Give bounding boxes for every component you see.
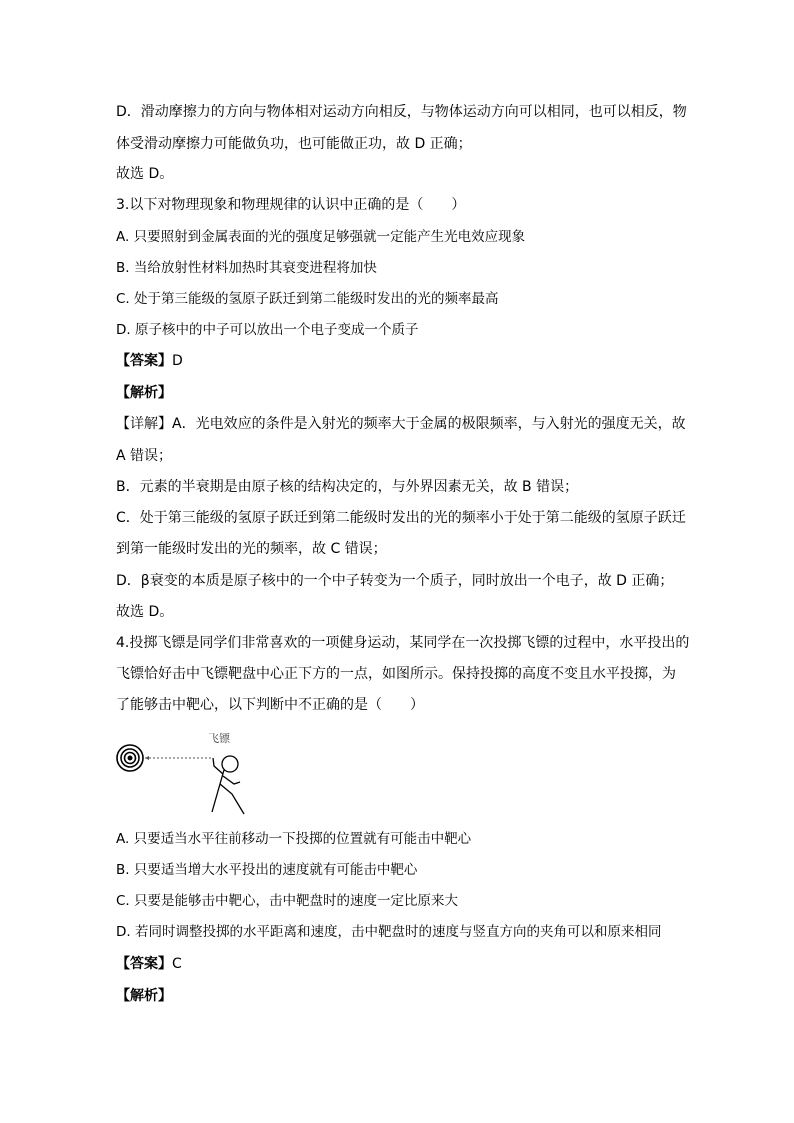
q3-detail-line-2: A 错误； <box>116 448 173 464</box>
q3-detail-line-6: D．β衰变的本质是原子核中的一个中子转变为一个质子，同时放出一个电子，故 D 正确； <box>116 573 674 589</box>
q3-option-d: D. 原子核中的中子可以放出一个电子变成一个质子 <box>116 322 419 338</box>
dartboard-icon <box>117 745 143 771</box>
q3-detail-line-1: 【详解】A．光电效应的条件是入射光的频率大于金属的极限频率，与入射光的强度无关，故 <box>116 416 686 432</box>
q3-detail-line-3: B．元素的半衰期是由原子核的结构决定的，与外界因素无关，故 B 错误； <box>116 479 579 495</box>
q3-analysis-tag <box>116 383 172 403</box>
q3-option-a: A. 只要照射到金属表面的光的强度足够强就一定能产生光电效应现象 <box>116 229 526 245</box>
q4-option-c: C. 只要是能够击中靶心，击中靶盘时的速度一定比原来大 <box>116 893 459 909</box>
q3-answer-value: D <box>172 353 183 369</box>
q2-option-d-line1: D．滑动摩擦力的方向与物体相对运动方向相反，与物体运动方向可以相同，也可以相反，物 <box>116 104 687 120</box>
q4-option-d: D. 若同时调整投掷的水平距离和速度，击中靶盘时的速度与竖直方向的夹角可以和原来相同 <box>116 924 662 940</box>
q3-detail-line-4: C．处于第三能级的氢原子跃迁到第二能级时发出的光的频率小于处于第二能级的氢原子跃迁 <box>116 510 686 526</box>
q4-stem-line-2: 飞镖恰好击中飞镖靶盘中心正下方的一点，如图所示。保持投掷的高度不变且水平投掷，为 <box>116 666 676 682</box>
dart-figure-svg <box>112 728 262 820</box>
dart-figure <box>112 728 262 820</box>
q3-option-b: B. 当给放射性材料加热时其衰变进程将加快 <box>116 260 377 276</box>
q4-stem-line-1: 4.投掷飞镖是同学们非常喜欢的一项健身运动，某同学在一次投掷飞镖的过程中，水平投出的 <box>116 635 690 651</box>
q2-conclusion: 故选 D。 <box>116 166 174 182</box>
q4-analysis-tag <box>116 986 172 1006</box>
dart-arrowhead-icon <box>145 756 149 760</box>
q4-answer <box>116 954 182 974</box>
q3-detail-line-7: 故选 D。 <box>116 604 174 620</box>
q4-stem-line-3: 了能够击中靶心，以下判断中不正确的是（ ） <box>116 697 424 713</box>
q3-answer-tag: 【答案】 <box>116 353 172 369</box>
q4-analysis-label: 【解析】 <box>116 988 172 1004</box>
q3-detail-line-5: 到第一能级时发出的光的频率，故 C 错误； <box>116 541 387 557</box>
q3-analysis-label: 【解析】 <box>116 385 172 401</box>
dart-label: 飞镖 <box>208 732 230 745</box>
q4-option-a: A. 只要适当水平往前移动一下投掷的位置就有可能击中靶心 <box>116 831 472 847</box>
q3-option-c: C. 处于第三能级的氢原子跃迁到第二能级时发出的光的频率最高 <box>116 291 499 307</box>
q4-option-b: B. 只要适当增大水平投出的速度就有可能击中靶心 <box>116 862 418 878</box>
q2-option-d-line2: 体受滑动摩擦力可能做负功，也可能做正功，故 D 正确； <box>116 136 472 152</box>
q3-answer <box>116 351 183 371</box>
q4-answer-tag: 【答案】 <box>116 956 172 972</box>
thrower-stick-figure-icon <box>212 756 244 814</box>
q4-answer-value: C <box>172 956 182 972</box>
q3-stem: 3.以下对物理现象和物理规律的认识中正确的是（ ） <box>116 197 466 213</box>
